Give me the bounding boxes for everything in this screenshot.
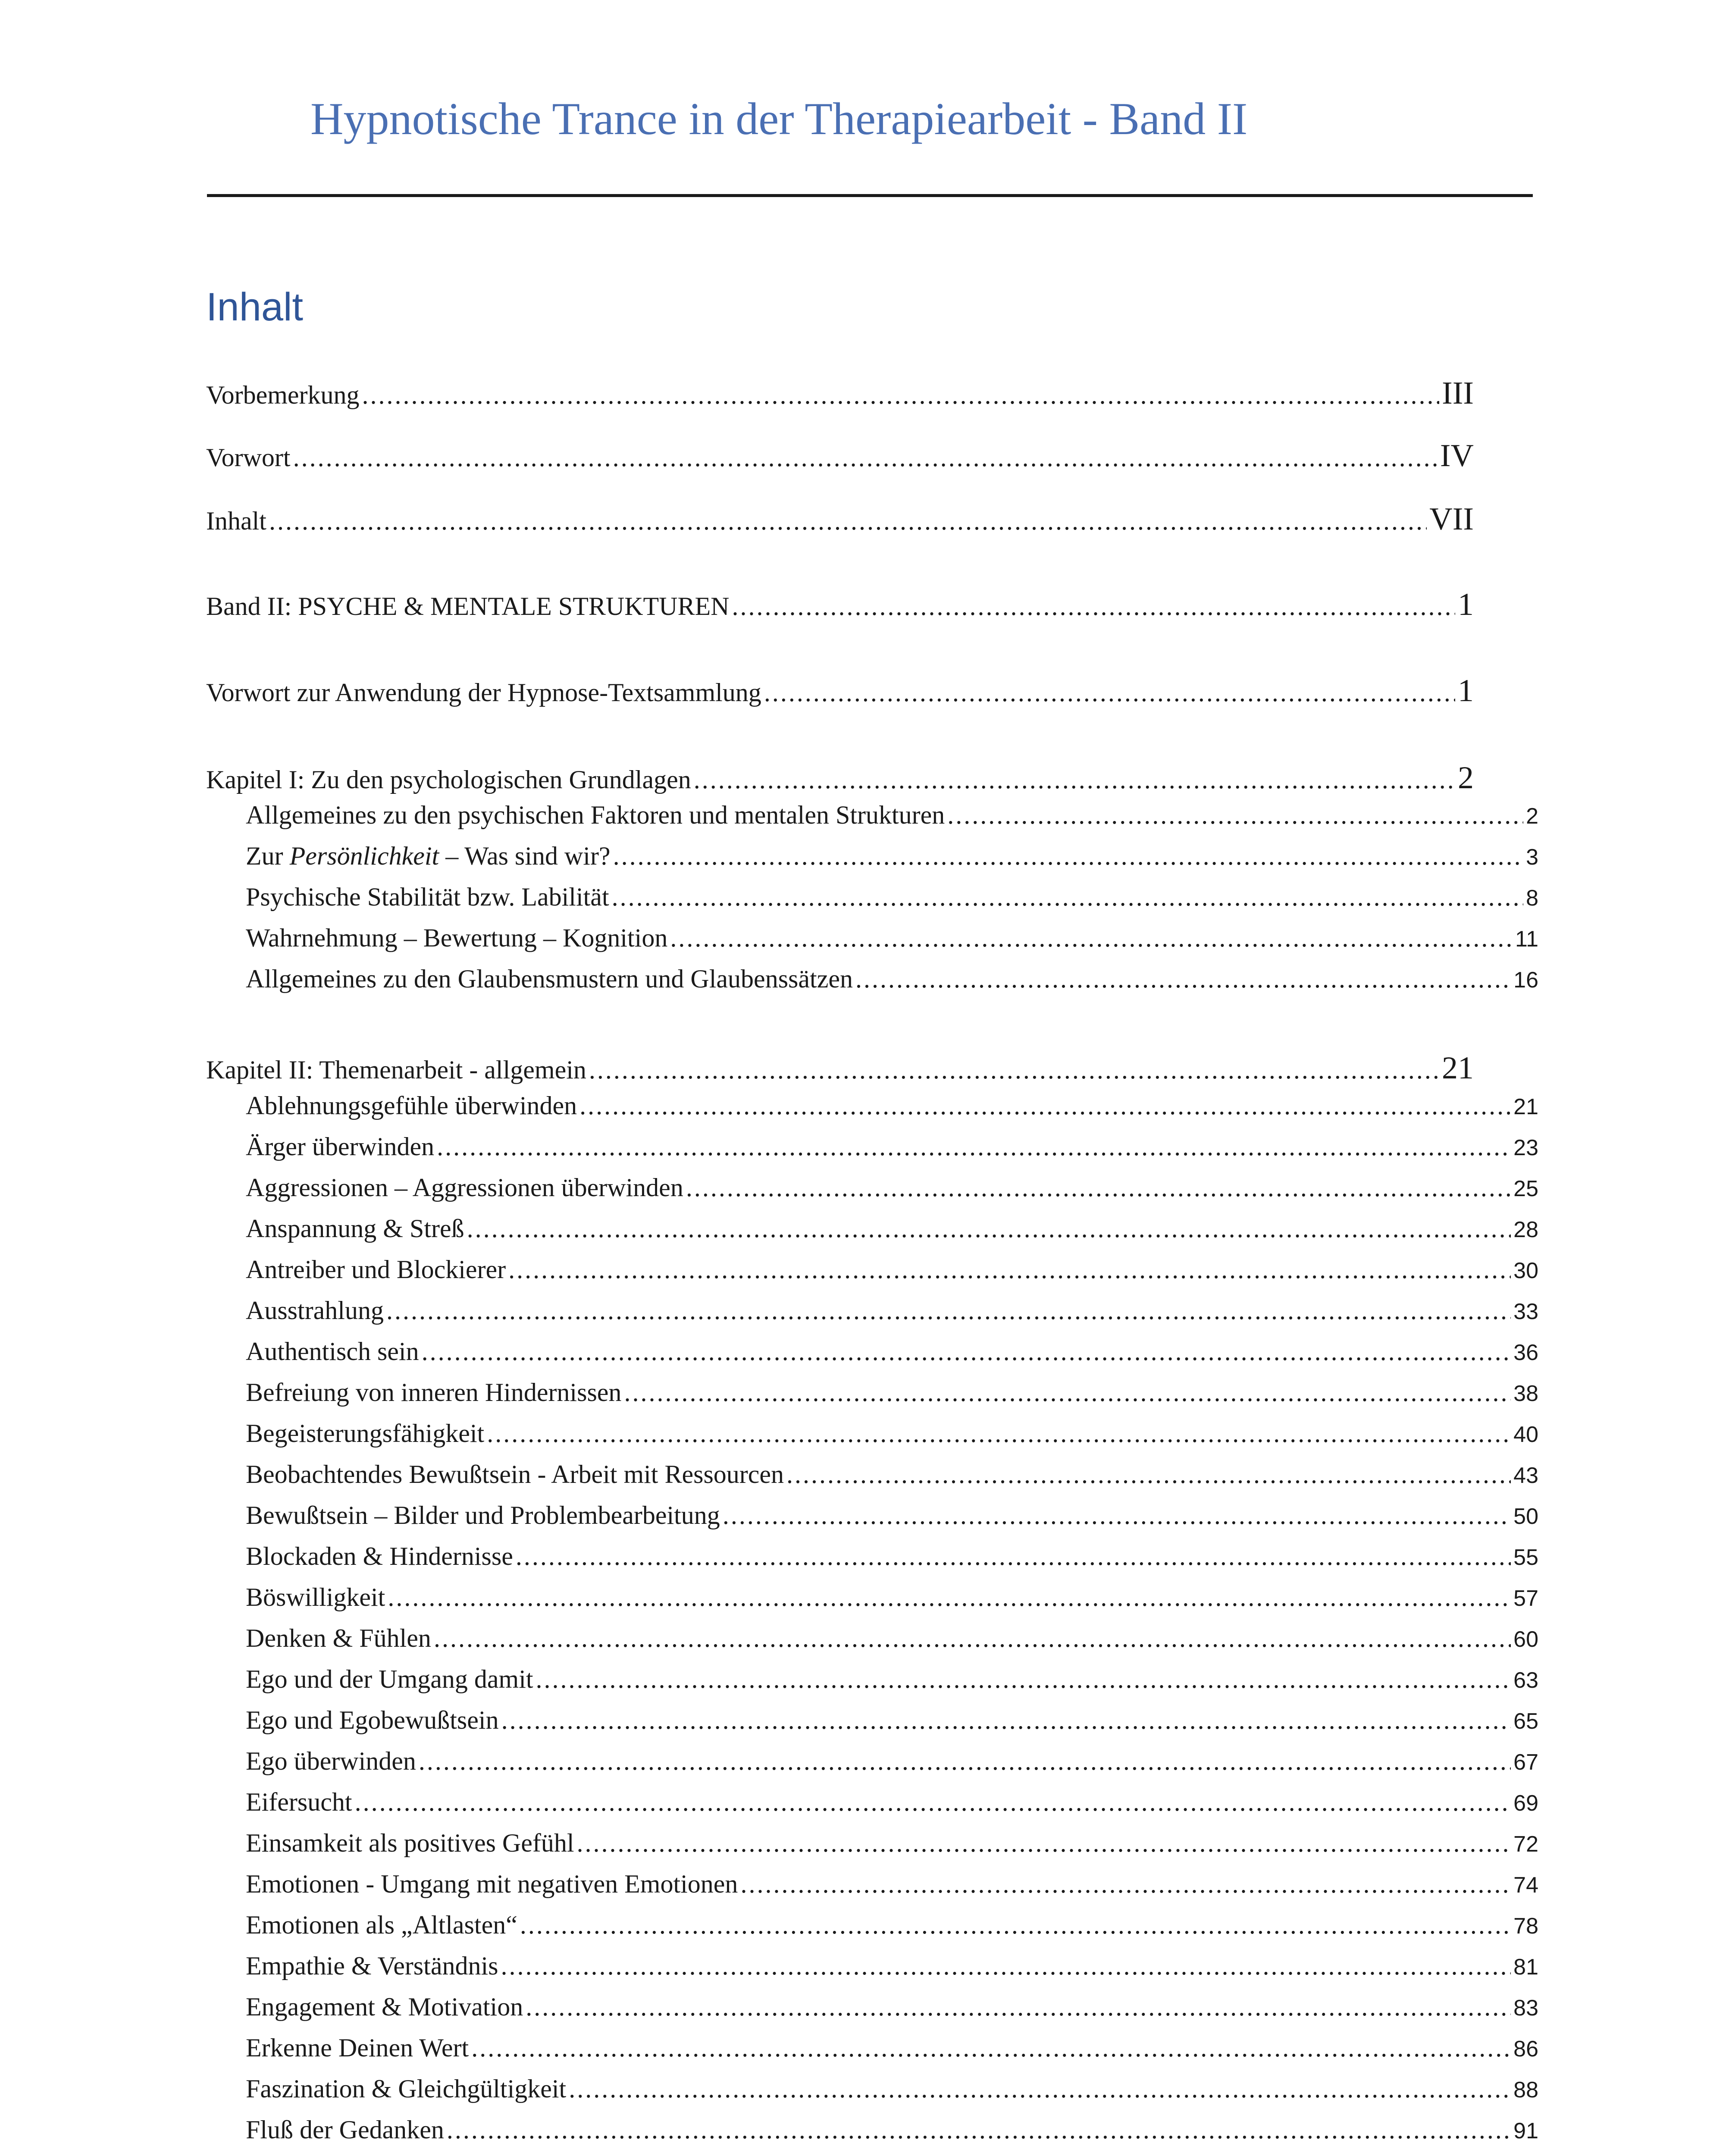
- toc-subentry[interactable]: [246, 1460, 1538, 1489]
- toc-subentry[interactable]: [246, 1542, 1538, 1571]
- toc-entry-band-ii[interactable]: [206, 586, 1474, 623]
- toc-subentry-page: 78: [1513, 1914, 1538, 1939]
- toc-subentry-title: Anspannung & Streß: [246, 1214, 464, 1243]
- toc-heading: Inhalt: [206, 285, 304, 329]
- toc-entry-vorwort[interactable]: [206, 438, 1474, 474]
- dot-leader: [732, 592, 1455, 621]
- toc-subentry-page: 8: [1526, 886, 1538, 911]
- dot-leader: [467, 1214, 1511, 1244]
- toc-subentry[interactable]: [246, 1378, 1538, 1407]
- dot-leader: [723, 1501, 1511, 1530]
- dot-leader: [526, 1992, 1511, 2022]
- dot-leader: [589, 1055, 1439, 1085]
- dot-leader: [694, 765, 1455, 795]
- dot-leader: [419, 1746, 1511, 1776]
- toc-subentry-title: Authentisch sein: [246, 1337, 419, 1366]
- toc-subentry[interactable]: [246, 800, 1538, 830]
- toc-subentry[interactable]: [246, 882, 1538, 912]
- dot-leader: [362, 380, 1440, 410]
- toc-subentry-title: Ego und der Umgang damit: [246, 1665, 533, 1693]
- toc-subentry[interactable]: [246, 1296, 1538, 1326]
- dot-leader: [670, 923, 1513, 953]
- toc-entry-page: VII: [1429, 501, 1474, 537]
- toc-subentry-title: Beobachtendes Bewußtsein - Arbeit mit Ressourcen: [246, 1460, 784, 1489]
- toc-subentry-title: Emotionen als „Altlasten“: [246, 1911, 517, 1939]
- toc-entry-inhalt[interactable]: [206, 501, 1474, 538]
- dot-leader: [577, 1828, 1511, 1858]
- toc-subentry[interactable]: [246, 1337, 1538, 1366]
- toc-subentry-title: Psychische Stabilität bzw. Labilität: [246, 883, 609, 911]
- dot-leader: [536, 1664, 1511, 1694]
- toc-subentry-title: Bewußtsein – Bilder und Problembearbeitung: [246, 1501, 720, 1529]
- toc-entry-title: Band II: PSYCHE & MENTALE STRUKTUREN: [206, 592, 730, 620]
- toc-subentry-title: Einsamkeit als positives Gefühl: [246, 1829, 574, 1857]
- toc-subentry-title: Allgemeines zu den psychischen Faktoren und mentalen Strukturen: [246, 801, 945, 829]
- toc-subentry-title: Ärger überwinden: [246, 1132, 435, 1161]
- toc-subentry-title: Denken & Fühlen: [246, 1624, 431, 1652]
- toc-subentry-title: Engagement & Motivation: [246, 1993, 523, 2021]
- toc-entry-vorwort-anwendung[interactable]: [206, 673, 1474, 709]
- dot-leader: [355, 1787, 1511, 1817]
- toc-subentry-title: Erkenne Deinen Wert: [246, 2034, 469, 2062]
- toc-subentry[interactable]: [246, 1583, 1538, 1612]
- toc-subentry[interactable]: [246, 1746, 1538, 1776]
- toc-subentry[interactable]: [246, 1951, 1538, 1981]
- toc-subentry-page: 91: [1513, 2118, 1538, 2143]
- toc-subentry-title: Antreiber und Blockierer: [246, 1255, 506, 1284]
- toc-subentry-page: 16: [1513, 968, 1538, 993]
- toc-subentry-page: 65: [1513, 1709, 1538, 1734]
- toc-chapter-1[interactable]: [206, 760, 1474, 796]
- toc-subentry[interactable]: [246, 964, 1538, 994]
- toc-subentry-page: 83: [1513, 1996, 1538, 2021]
- toc-subentry[interactable]: [246, 1992, 1538, 2022]
- dot-leader: [516, 1542, 1511, 1571]
- toc-entry-vorbemerkung[interactable]: [206, 375, 1474, 412]
- toc-subentry-title: Ausstrahlung: [246, 1296, 384, 1325]
- dot-leader: [501, 1705, 1511, 1735]
- dot-leader: [434, 1623, 1511, 1653]
- toc-subentry-page: 81: [1513, 1955, 1538, 1980]
- dot-leader: [386, 1296, 1511, 1326]
- toc-entry-title: Vorwort zur Anwendung der Hypnose-Textsammlung: [206, 678, 761, 707]
- toc-subentry-title: Wahrnehmung – Bewertung – Kognition: [246, 924, 668, 952]
- toc-subentry-title: Fluß der Gedanken: [246, 2115, 444, 2144]
- toc-subentry-title: Blockaden & Hindernisse: [246, 1542, 513, 1570]
- toc-entry-title: Vorwort: [206, 443, 291, 472]
- toc-subentry-page: 72: [1513, 1832, 1538, 1857]
- toc-subentry-title: Empathie & Verständnis: [246, 1952, 498, 1980]
- toc-subentry-page: 55: [1513, 1545, 1538, 1570]
- dot-leader: [764, 678, 1455, 708]
- toc-subentry[interactable]: [246, 923, 1538, 953]
- chapter-page: 2: [1458, 760, 1474, 796]
- dot-leader: [447, 2115, 1511, 2145]
- title-suffix: – Was sind wir?: [445, 842, 611, 870]
- dot-leader: [786, 1460, 1511, 1489]
- toc-subentry[interactable]: [246, 1173, 1538, 1203]
- toc-subentry-title: Ego überwinden: [246, 1747, 416, 1775]
- toc-subentry-title: Allgemeines zu den Glaubensmustern und Glaubenssätzen: [246, 965, 853, 993]
- toc-subentry-page: 69: [1513, 1791, 1538, 1816]
- toc-subentry-title: Ablehnungsgefühle überwinden: [246, 1091, 577, 1120]
- toc-entry-title: Inhalt: [206, 507, 266, 535]
- dot-leader: [437, 1132, 1511, 1162]
- dot-leader: [855, 964, 1511, 994]
- toc-subentry[interactable]: [246, 1828, 1538, 1858]
- dot-leader: [388, 1583, 1511, 1612]
- toc-subentry-page: 40: [1513, 1422, 1538, 1447]
- toc-entry-page: 1: [1458, 673, 1474, 708]
- dot-leader: [624, 1378, 1511, 1407]
- toc-subentry-page: 2: [1526, 804, 1538, 829]
- dot-leader: [501, 1951, 1511, 1981]
- dot-leader: [508, 1255, 1511, 1285]
- dot-leader: [520, 1910, 1511, 1940]
- toc-subentry-page: 43: [1513, 1463, 1538, 1488]
- running-header-title: Hypnotische Trance in der Therapiearbeit - Band II: [310, 94, 1248, 144]
- toc-subentry-title: Befreiung von inneren Hindernissen: [246, 1378, 622, 1407]
- toc-subentry-page: 86: [1513, 2037, 1538, 2062]
- toc-subentry[interactable]: [246, 1132, 1538, 1162]
- toc-subentry-page: 38: [1513, 1381, 1538, 1406]
- toc-subentry-page: 36: [1513, 1340, 1538, 1365]
- toc-subentry[interactable]: [246, 1214, 1538, 1244]
- toc-subentry[interactable]: [246, 1623, 1538, 1653]
- toc-subentry-page: 88: [1513, 2078, 1538, 2103]
- toc-subentry-page: 28: [1513, 1217, 1538, 1242]
- toc-entry-page: III: [1442, 376, 1474, 411]
- toc-subentry[interactable]: [246, 2115, 1538, 2145]
- toc-subentry-page: 33: [1513, 1299, 1538, 1324]
- toc-subentry-title: Emotionen - Umgang mit negativen Emotionen: [246, 1870, 738, 1898]
- toc-subentry[interactable]: [246, 2033, 1538, 2063]
- toc-subentry-page: 57: [1513, 1586, 1538, 1611]
- toc-subentry-page: 21: [1513, 1094, 1538, 1119]
- toc-entry-page: IV: [1440, 438, 1474, 473]
- toc-subentry-page: 23: [1513, 1135, 1538, 1160]
- title-italic: Persönlichkeit: [289, 842, 439, 870]
- toc-subentry-page: 67: [1513, 1750, 1538, 1775]
- toc-subentry-title: Böswilligkeit: [246, 1583, 385, 1611]
- dot-leader: [612, 882, 1523, 912]
- toc-subentry-title: Eifersucht: [246, 1788, 352, 1816]
- chapter-page: 21: [1442, 1050, 1474, 1086]
- toc-subentry[interactable]: [246, 1910, 1538, 1940]
- dot-leader: [422, 1337, 1511, 1366]
- toc-subentry-title: Aggressionen – Aggressionen überwinden: [246, 1173, 683, 1202]
- toc-entry-page: 1: [1458, 587, 1474, 622]
- chapter-title: Kapitel I: Zu den psychologischen Grundlagen: [206, 765, 691, 794]
- dot-leader: [471, 2033, 1511, 2063]
- toc-subentry[interactable]: [246, 2074, 1538, 2104]
- toc-subentry[interactable]: [246, 841, 1538, 871]
- toc-subentry[interactable]: [246, 1255, 1538, 1285]
- toc-chapter-2[interactable]: [206, 1050, 1474, 1087]
- toc-subentry[interactable]: [246, 1501, 1538, 1530]
- toc-subentry-page: 50: [1513, 1504, 1538, 1529]
- toc-subentry-page: 3: [1526, 845, 1538, 870]
- toc-subentry-page: 63: [1513, 1668, 1538, 1693]
- toc-subentry-page: 30: [1513, 1258, 1538, 1283]
- dot-leader: [269, 506, 1427, 536]
- dot-leader: [487, 1419, 1511, 1448]
- dot-leader: [293, 443, 1438, 473]
- toc-entry-title: Vorbemerkung: [206, 381, 360, 409]
- dot-leader: [686, 1173, 1511, 1203]
- toc-subentry-title: Faszination & Gleichgültigkeit: [246, 2075, 567, 2103]
- dot-leader: [569, 2074, 1511, 2104]
- toc-subentry[interactable]: [246, 1787, 1538, 1817]
- title-prefix: Zur: [246, 842, 283, 870]
- dot-leader: [579, 1091, 1511, 1121]
- toc-subentry-title: Begeisterungsfähigkeit: [246, 1419, 485, 1448]
- toc-subentry[interactable]: [246, 1705, 1538, 1735]
- toc-subentry-page: 11: [1515, 927, 1538, 952]
- toc-subentry-title: [246, 841, 611, 871]
- toc-subentry-title: Ego und Egobewußtsein: [246, 1706, 499, 1734]
- toc-subentry-page: 25: [1513, 1176, 1538, 1201]
- toc-subentry-page: 74: [1513, 1873, 1538, 1898]
- toc-subentry[interactable]: [246, 1869, 1538, 1899]
- toc-subentry[interactable]: [246, 1664, 1538, 1694]
- header-divider: [207, 194, 1533, 197]
- dot-leader: [613, 841, 1524, 871]
- toc-subentry[interactable]: [246, 1091, 1538, 1121]
- dot-leader: [947, 800, 1523, 830]
- toc-subentry[interactable]: [246, 1419, 1538, 1448]
- chapter-title: Kapitel II: Themenarbeit - allgemein: [206, 1056, 586, 1084]
- toc-subentry-page: 60: [1513, 1627, 1538, 1652]
- dot-leader: [740, 1869, 1511, 1899]
